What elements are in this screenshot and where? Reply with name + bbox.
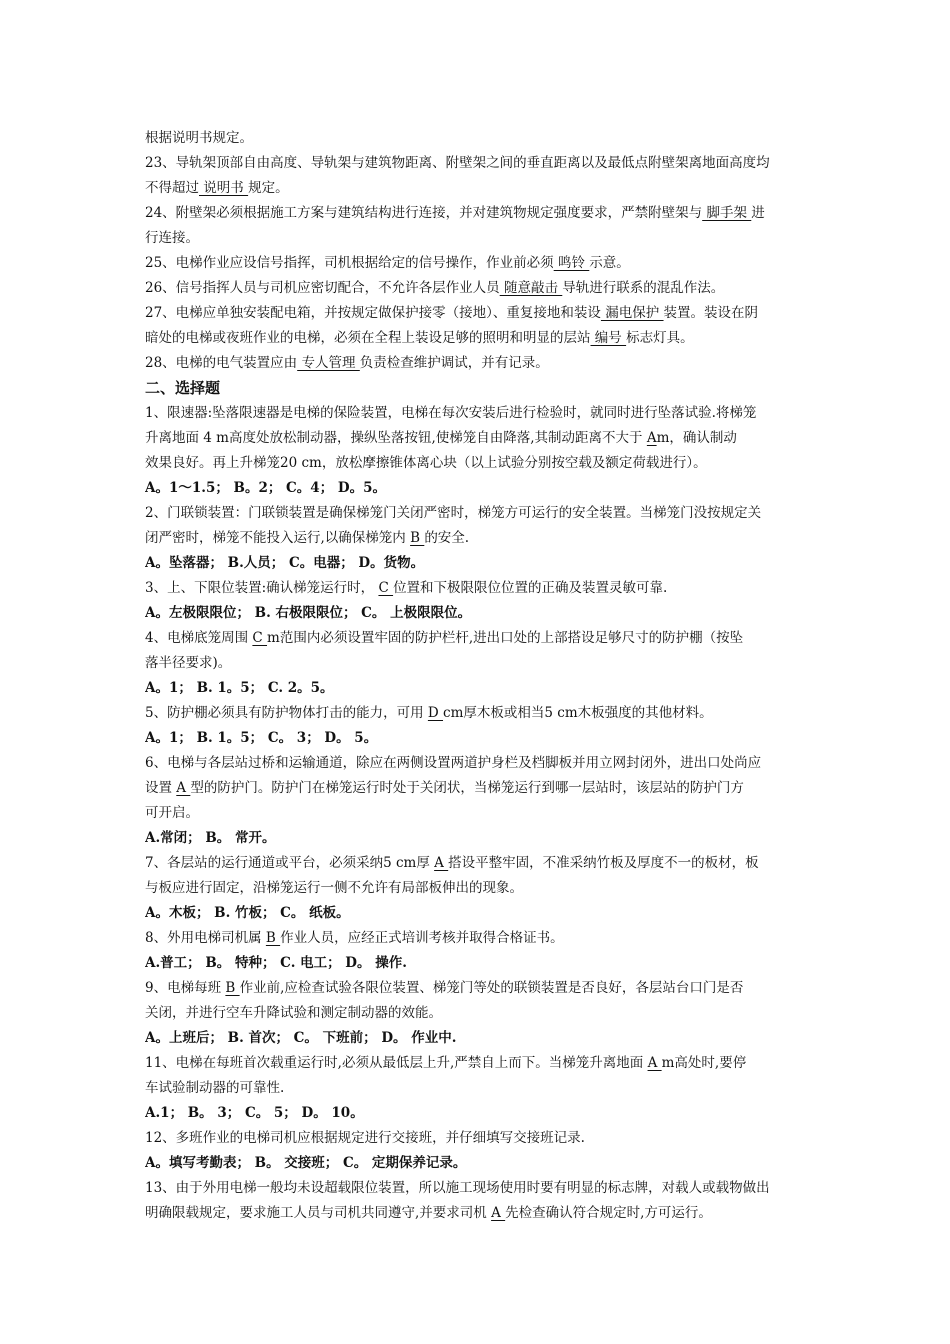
c6-text: 6、电梯与各层站过桥和运输通道，除应在两侧设置两道护身栏及档脚板并用立网封闭外，进出口处尚应 [145,755,762,771]
c2-answer: B [410,530,425,546]
c1-line3 [145,451,810,476]
c5-post: cm厚木板或相当5 cm木板强度的其他材料。 [443,705,713,721]
c8-pre: 8、外用电梯司机属 [145,930,266,946]
c7-line1 [145,851,810,876]
c13-pre: 明确限载规定，要求施工人员与司机共同遵守,并要求司机 [145,1205,492,1221]
document-body [145,126,810,1226]
c1-text: 1、限速器:坠落限速器是电梯的保险装置，电梯在每次安装后进行检验时，就同时进行坠落试验.将梯笼 [145,405,757,421]
c6-line1 [145,751,810,776]
q23-line2 [145,176,810,201]
c7-answer: A [434,855,449,871]
c3-post: 位置和下极限限位位置的正确及装置灵敏可靠. [393,580,668,596]
q22-tail-text: 根据说明书规定。 [145,130,253,146]
c5-options: A。1； B. 1。5； C。 3； D。 5。 [145,730,378,746]
c6-line3-text: 可开启。 [145,805,199,821]
q23-pre: 不得超过 [145,180,199,196]
q23-text: 23、导轨架顶部自由高度、导轨架与建筑物距离、附壁架之间的垂直距离以及最低点附壁架离地面高度均 [145,155,770,171]
c6-line2 [145,776,810,801]
c12-line [145,1126,810,1151]
q27-answer2: 编号 [590,330,627,346]
c6-pre: 设置 [145,780,177,796]
c4-answer: C [252,630,268,646]
c1-options: A。1～1.5； B。2； C。4； D。5。 [145,480,386,496]
c9-line2-text: 关闭，并进行空车升降试验和测定制动器的效能。 [145,1005,442,1021]
c11-post: m高处时,要停 [661,1055,747,1071]
c2-line1 [145,501,810,526]
c9-answer: B [225,980,240,996]
section-heading: 二、选择题 [145,379,221,397]
c11-answer: A [647,1055,662,1071]
c1-line2 [145,426,810,451]
c2-post: 的安全. [424,530,470,546]
q26-line [145,276,810,301]
c4-post: m范围内必须设置牢固的防护栏杆,进出口处的上部搭设足够尺寸的防护棚（按坠 [267,630,744,646]
c3-options: A。左极限限位； B. 右极限限位； C。 上极限限位。 [145,605,472,621]
q27-post: 装置。装设在阴 [663,305,759,321]
c11-options: A.1； B。 3； C。 5； D。 10。 [145,1105,364,1121]
c7-line2 [145,876,810,901]
q28-line [145,351,810,376]
c5-line [145,701,810,726]
c3-answer: C [378,580,394,596]
c7-options: A。木板； B. 竹板； C。 纸板。 [145,905,350,921]
c11-line2-text: 车试验制动器的可靠性. [145,1080,285,1096]
q28-post: 负责检查维护调试，并有记录。 [359,355,549,371]
c2-text: 2、门联锁装置：门联锁装置是确保梯笼门关闭严密时，梯笼方可运行的安全装置。当梯笼门没按规定关 [145,505,762,521]
c13-line1 [145,1176,810,1201]
c4-line1 [145,626,810,651]
c8-line [145,926,810,951]
q25-pre: 25、电梯作业应设信号指挥，司机根据给定的信号操作，作业前必须 [145,255,554,271]
c7-pre: 7、各层站的运行通道或平台，必须采纳5 cm厚 [145,855,435,871]
c2-options: A。坠落器； B.人员； C。电器； D。货物。 [145,555,425,571]
c6-line3 [145,801,810,826]
c1-line3-text: 效果良好。再上升梯笼20 cm，放松摩擦锥体离心块（以上试验分别按空载及额定荷载进行）。 [145,455,707,471]
c11-line1 [145,1051,810,1076]
c5-pre: 5、防护棚必须具有防护物体打击的能力，可用 [145,705,428,721]
q24-pre: 24、附壁架必须根据施工方案与建筑结构进行连接，并对建筑物规定强度要求，严禁附壁架与 [145,205,703,221]
c2-pre: 闭严密时，梯笼不能投入运行,以确保梯笼内 [145,530,411,546]
q24-answer: 脚手架 [702,205,752,221]
q24-line2 [145,226,810,251]
c1-answer: A [646,430,657,446]
c1-pre: 升离地面 4 m高度处放松制动器，操纵坠落按钮,使梯笼自由降落,其制动距离不大于 [145,430,647,446]
c2-line2 [145,526,810,551]
q27-answer: 漏电保护 [600,305,664,321]
c11-pre: 11、电梯在每班首次载重运行时,必须从最低层上升,严禁自上而下。当梯笼升离地面 [145,1055,648,1071]
c5-answer: D [427,705,444,721]
c4-options: A。1； B. 1。5； C. 2。5。 [145,680,334,696]
c3-pre: 3、上、下限位装置:确认梯笼运行时， [145,580,379,596]
c12-text: 12、多班作业的电梯司机应根据规定进行交接班，并仔细填写交接班记录. [145,1130,585,1146]
c4-line2 [145,651,810,676]
c8-post: 作业人员，应经正式培训考核并取得合格证书。 [280,930,564,946]
q23-post: 规定。 [248,180,289,196]
c12-options: A。填写考勤表； B。 交接班； C。 定期保养记录。 [145,1155,467,1171]
q26-pre: 26、信号指挥人员与司机应密切配合，不允许各层作业人员 [145,280,500,296]
c8-answer: B [265,930,281,946]
q26-answer: 随意敲击 [499,280,563,296]
c7-post: 搭设平整牢固，不准采纳竹板及厚度不一的板材，板 [448,855,759,871]
q23-line1 [145,151,810,176]
q28-pre: 28、电梯的电气装置应由 [145,355,298,371]
c9-pre: 9、电梯每班 [145,980,226,996]
c6-post: 型的防护门。防护门在梯笼运行时处于关闭状，当梯笼运行到哪一层站时，该层站的防护门方 [190,780,744,796]
c9-options: A。上班后； B. 首次； C。 下班前； D。 作业中. [145,1030,457,1046]
q24-post: 进 [751,205,765,221]
q25-answer: 鸣铃 [553,255,590,271]
q27-pre: 27、电梯应单独安装配电箱，并按规定做保护接零（接地）、重复接地和装设 [145,305,601,321]
q26-post: 导轨进行联系的混乱作法。 [562,280,725,296]
c1-line1 [145,401,810,426]
c7-line2-text: 与板应进行固定，沿梯笼运行一侧不允许有局部板伸出的现象。 [145,880,523,896]
c13-text: 13、由于外用电梯一般均未设超载限位装置，所以施工现场使用时要有明显的标志牌，对载人或载物做出 [145,1180,770,1196]
c13-line2 [145,1201,810,1226]
c9-line2 [145,1001,810,1026]
c11-line2 [145,1076,810,1101]
q28-answer: 专人管理 [297,355,360,371]
c4-pre: 4、电梯底笼周围 [145,630,253,646]
q27-line1 [145,301,810,326]
c9-post: 作业前,应检查试验各限位装置、梯笼门等处的联锁装置是否良好，各层站台口门是否 [239,980,744,996]
q27-line2-post: 标志灯具。 [626,330,694,346]
q25-post: 示意。 [589,255,630,271]
q27-line2 [145,326,810,351]
c13-answer: A [491,1205,506,1221]
c3-line [145,576,810,601]
q27-line2-pre: 暗处的电梯或夜班作业的电梯，必须在全程上装设足够的照明和明显的层站 [145,330,591,346]
q24-line2-text: 行连接。 [145,230,199,246]
c13-post: 先检查确认符合规定时,方可运行。 [505,1205,712,1221]
c4-line2-text: 落半径要求)。 [145,655,232,671]
c1-post: m，确认制动 [656,430,737,446]
q24-line1 [145,201,810,226]
c9-line1 [145,976,810,1001]
c8-options: A.普工； B。 特种； C. 电工； D。 操作. [145,955,407,971]
q25-line [145,251,810,276]
c6-options: A.常闭； B。 常开。 [145,830,276,846]
q22-tail [145,126,810,151]
q23-answer: 说明书 [199,180,249,196]
c6-answer: A [176,780,191,796]
